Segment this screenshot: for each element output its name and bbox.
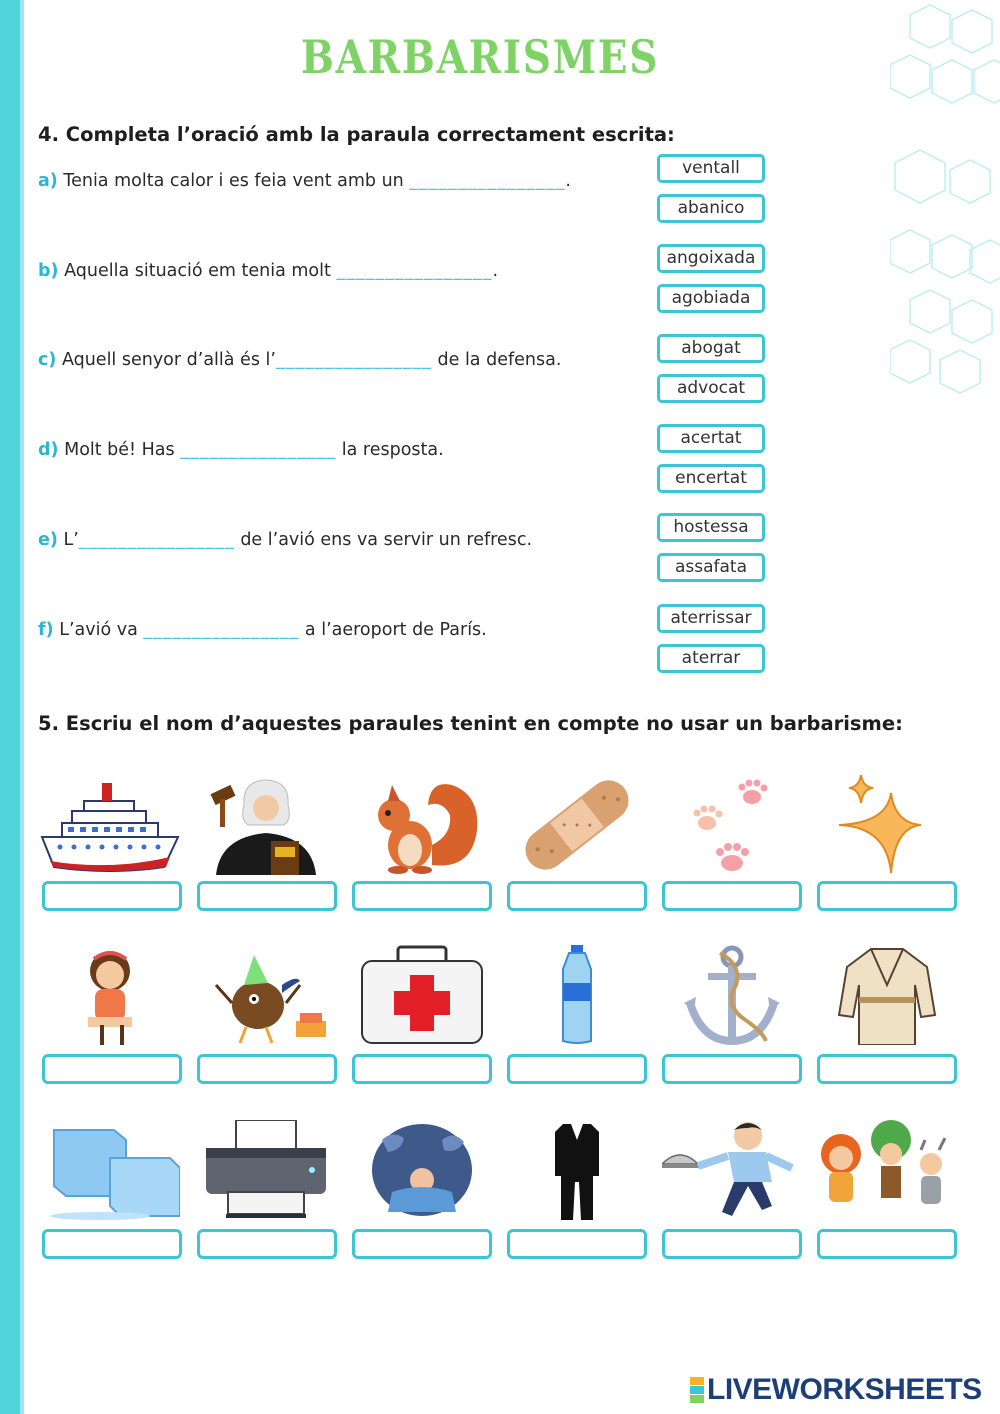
bandage-icon: [507, 775, 647, 875]
answer-input-box[interactable]: [507, 1229, 647, 1259]
answer-input-box[interactable]: [507, 881, 647, 911]
liveworksheets-logo[interactable]: [690, 1373, 982, 1407]
answer-blank[interactable]: ________________: [78, 530, 235, 550]
answer-input-box[interactable]: [662, 1229, 802, 1259]
left-decorative-band: [0, 0, 24, 1414]
answer-input-box[interactable]: [42, 1229, 182, 1259]
answer-input-box[interactable]: [352, 1229, 492, 1259]
option-button[interactable]: angoixada: [657, 244, 765, 273]
question-text-after: de l’avió ens va servir un refresc.: [234, 530, 533, 550]
printer-icon: [196, 1120, 336, 1220]
first-aid-kit-icon: [352, 945, 492, 1045]
sparkle-stars-icon: [817, 775, 957, 875]
girl-sitting-icon: [40, 945, 180, 1045]
question-e: [38, 530, 532, 550]
option-button[interactable]: agobiada: [657, 284, 765, 313]
option-button[interactable]: acertat: [657, 424, 765, 453]
answer-blank[interactable]: ________________: [143, 620, 300, 640]
question-text-before: L’: [57, 530, 79, 550]
cruise-ship-icon: [40, 775, 180, 875]
question-letter: e): [38, 530, 58, 550]
option-button[interactable]: aterrar: [657, 644, 765, 673]
answer-input-box[interactable]: [352, 1054, 492, 1084]
question-a: [38, 171, 571, 191]
logo-text: LIVEWORKSHEETS: [707, 1373, 982, 1406]
option-button[interactable]: assafata: [657, 553, 765, 582]
option-button[interactable]: aterrissar: [657, 604, 765, 633]
question-text-after: a l’aeroport de París.: [299, 620, 487, 640]
answer-input-box[interactable]: [662, 1054, 802, 1084]
answer-blank[interactable]: ________________: [275, 350, 432, 370]
question-d: [38, 440, 444, 460]
question-letter: a): [38, 171, 58, 191]
question-letter: b): [38, 261, 59, 281]
question-b: [38, 261, 498, 281]
question-letter: d): [38, 440, 59, 460]
answer-input-box[interactable]: [507, 1054, 647, 1084]
question-text-before: L’avió va: [53, 620, 144, 640]
party-bird-icon: [196, 945, 336, 1045]
option-button[interactable]: ventall: [657, 154, 765, 183]
option-button[interactable]: abogat: [657, 334, 765, 363]
answer-blank[interactable]: ________________: [336, 261, 493, 281]
answer-input-box[interactable]: [817, 881, 957, 911]
answer-input-box[interactable]: [42, 1054, 182, 1084]
bathrobe-icon: [817, 945, 957, 1045]
answer-blank[interactable]: ________________: [180, 440, 337, 460]
question-text-after: la resposta.: [336, 440, 444, 460]
paw-prints-icon: [662, 775, 802, 875]
option-button[interactable]: hostessa: [657, 513, 765, 542]
question-c: [38, 350, 561, 370]
section-4-heading: 4. Completa l’oració amb la paraula correctament escrita:: [38, 123, 675, 146]
option-button[interactable]: advocat: [657, 374, 765, 403]
squirrel-icon: [352, 775, 492, 875]
section-5-heading: 5. Escriu el nom d’aquestes paraules tenint en compte no usar un barbarisme:: [38, 712, 903, 735]
answer-input-box[interactable]: [817, 1229, 957, 1259]
question-letter: c): [38, 350, 57, 370]
hexagon-pattern-decoration: [890, 0, 1000, 400]
nightmare-child-icon: [352, 1120, 492, 1220]
answer-input-box[interactable]: [197, 881, 337, 911]
question-letter: f): [38, 620, 54, 640]
answer-blank[interactable]: ________________: [409, 171, 566, 191]
question-text-before: Molt bé! Has: [58, 440, 181, 460]
answer-input-box[interactable]: [197, 1054, 337, 1084]
page-title: BARBARISMES: [300, 30, 660, 84]
answer-input-box[interactable]: [352, 881, 492, 911]
suit-icon: [507, 1120, 647, 1220]
answer-input-box[interactable]: [42, 881, 182, 911]
question-text-after: .: [492, 261, 499, 281]
anchor-icon: [662, 945, 802, 1045]
logo-icon: [690, 1377, 704, 1403]
answer-input-box[interactable]: [662, 881, 802, 911]
question-text-before: Aquell senyor d’allà és l’: [56, 350, 276, 370]
question-f: [38, 620, 487, 640]
judge-icon: [196, 775, 336, 875]
costumed-children-icon: [817, 1120, 957, 1220]
ice-cubes-icon: [40, 1120, 180, 1220]
water-bottle-icon: [507, 945, 647, 1045]
option-button[interactable]: encertat: [657, 464, 765, 493]
answer-input-box[interactable]: [197, 1229, 337, 1259]
answer-input-box[interactable]: [817, 1054, 957, 1084]
waiter-icon: [662, 1120, 802, 1220]
question-text-before: Aquella situació em tenia molt: [58, 261, 337, 281]
option-button[interactable]: abanico: [657, 194, 765, 223]
question-text-after: .: [565, 171, 571, 191]
question-text-before: Tenia molta calor i es feia vent amb un: [57, 171, 410, 191]
question-text-after: de la defensa.: [431, 350, 562, 370]
